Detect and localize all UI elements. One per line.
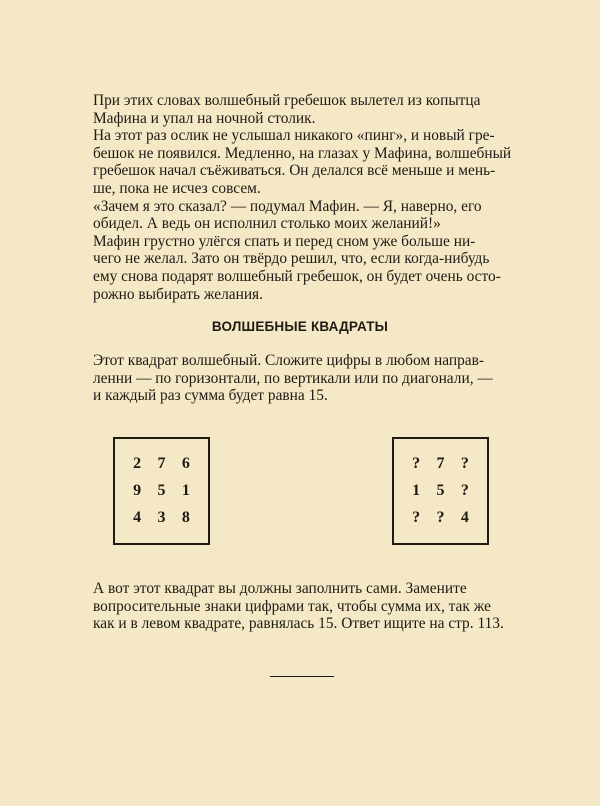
- square-cell: 4: [460, 508, 469, 526]
- story-line: рожно выбирать желания.: [93, 285, 263, 303]
- magic-square-puzzle: [392, 437, 489, 545]
- square-cell: 8: [181, 508, 190, 526]
- intro-line: ленни — по горизонтали, по вертикали или по диагонали, —: [93, 369, 493, 387]
- square-cell: ?: [460, 481, 469, 499]
- square-cell: 5: [157, 481, 166, 499]
- intro-line: и каждый раз сумма будет равна 15.: [93, 387, 328, 405]
- square-cell: ?: [460, 455, 469, 473]
- outro-line: вопросительные знаки цифрами так, чтобы сумма их, так же: [93, 597, 491, 615]
- puzzle-instructions: [93, 580, 533, 633]
- section-divider: [270, 676, 334, 677]
- intro-line: Этот квадрат волшебный. Сложите цифры в любом направ-: [93, 352, 485, 369]
- story-line: При этих словах волшебный гребешок вылетел из копытца: [93, 92, 481, 109]
- story-line: ше, пока не исчез совсем.: [93, 179, 261, 197]
- section-heading: ВОЛШЕБНЫЕ КВАДРАТЫ: [211, 319, 389, 334]
- square-cell: 6: [181, 455, 190, 473]
- story-line: «Зачем я это сказал? — подумал Мафин. — Я, наверно, его: [93, 197, 482, 215]
- square-cell: ?: [412, 455, 421, 473]
- magic-square-solved: [113, 437, 210, 545]
- square-cell: 3: [157, 508, 166, 526]
- square-cell: 7: [157, 455, 166, 473]
- square-cell: ?: [412, 508, 421, 526]
- story-line: бешок не появился. Медленно, на глазах у Мафина, волшебный: [93, 144, 512, 162]
- story-line: ему снова подарят волшебный гребешок, он будет очень осто-: [93, 267, 501, 285]
- puzzle-intro: [93, 352, 533, 405]
- story-line: Мафина и упал на ночной столик.: [93, 109, 316, 127]
- square-cell: 7: [436, 455, 445, 473]
- square-cell: 1: [181, 481, 190, 499]
- story-text: [93, 92, 533, 303]
- story-line: На этот раз ослик не услышал никакого «пинг», и новый гре-: [93, 127, 495, 145]
- story-line: гребешок начал съёживаться. Он делался всё меньше и мень-: [93, 162, 496, 180]
- outro-line: как и в левом квадрате, равнялась 15. Ответ ищите на стр. 113.: [93, 615, 504, 633]
- square-cell: 4: [133, 508, 142, 526]
- square-cell: ?: [436, 508, 445, 526]
- square-cell: 1: [412, 481, 421, 499]
- story-line: обидел. А ведь он исполнил столько моих желаний!»: [93, 215, 441, 233]
- story-line: чего не желал. Зато он твёрдо решил, что, если когда-нибудь: [93, 250, 490, 268]
- square-cell: 2: [133, 455, 142, 473]
- square-cell: 5: [436, 481, 445, 499]
- square-cell: 9: [133, 481, 142, 499]
- outro-line: А вот этот квадрат вы должны заполнить сами. Замените: [93, 580, 467, 597]
- story-line: Мафин грустно улёгся спать и перед сном уже больше ни-: [93, 232, 476, 250]
